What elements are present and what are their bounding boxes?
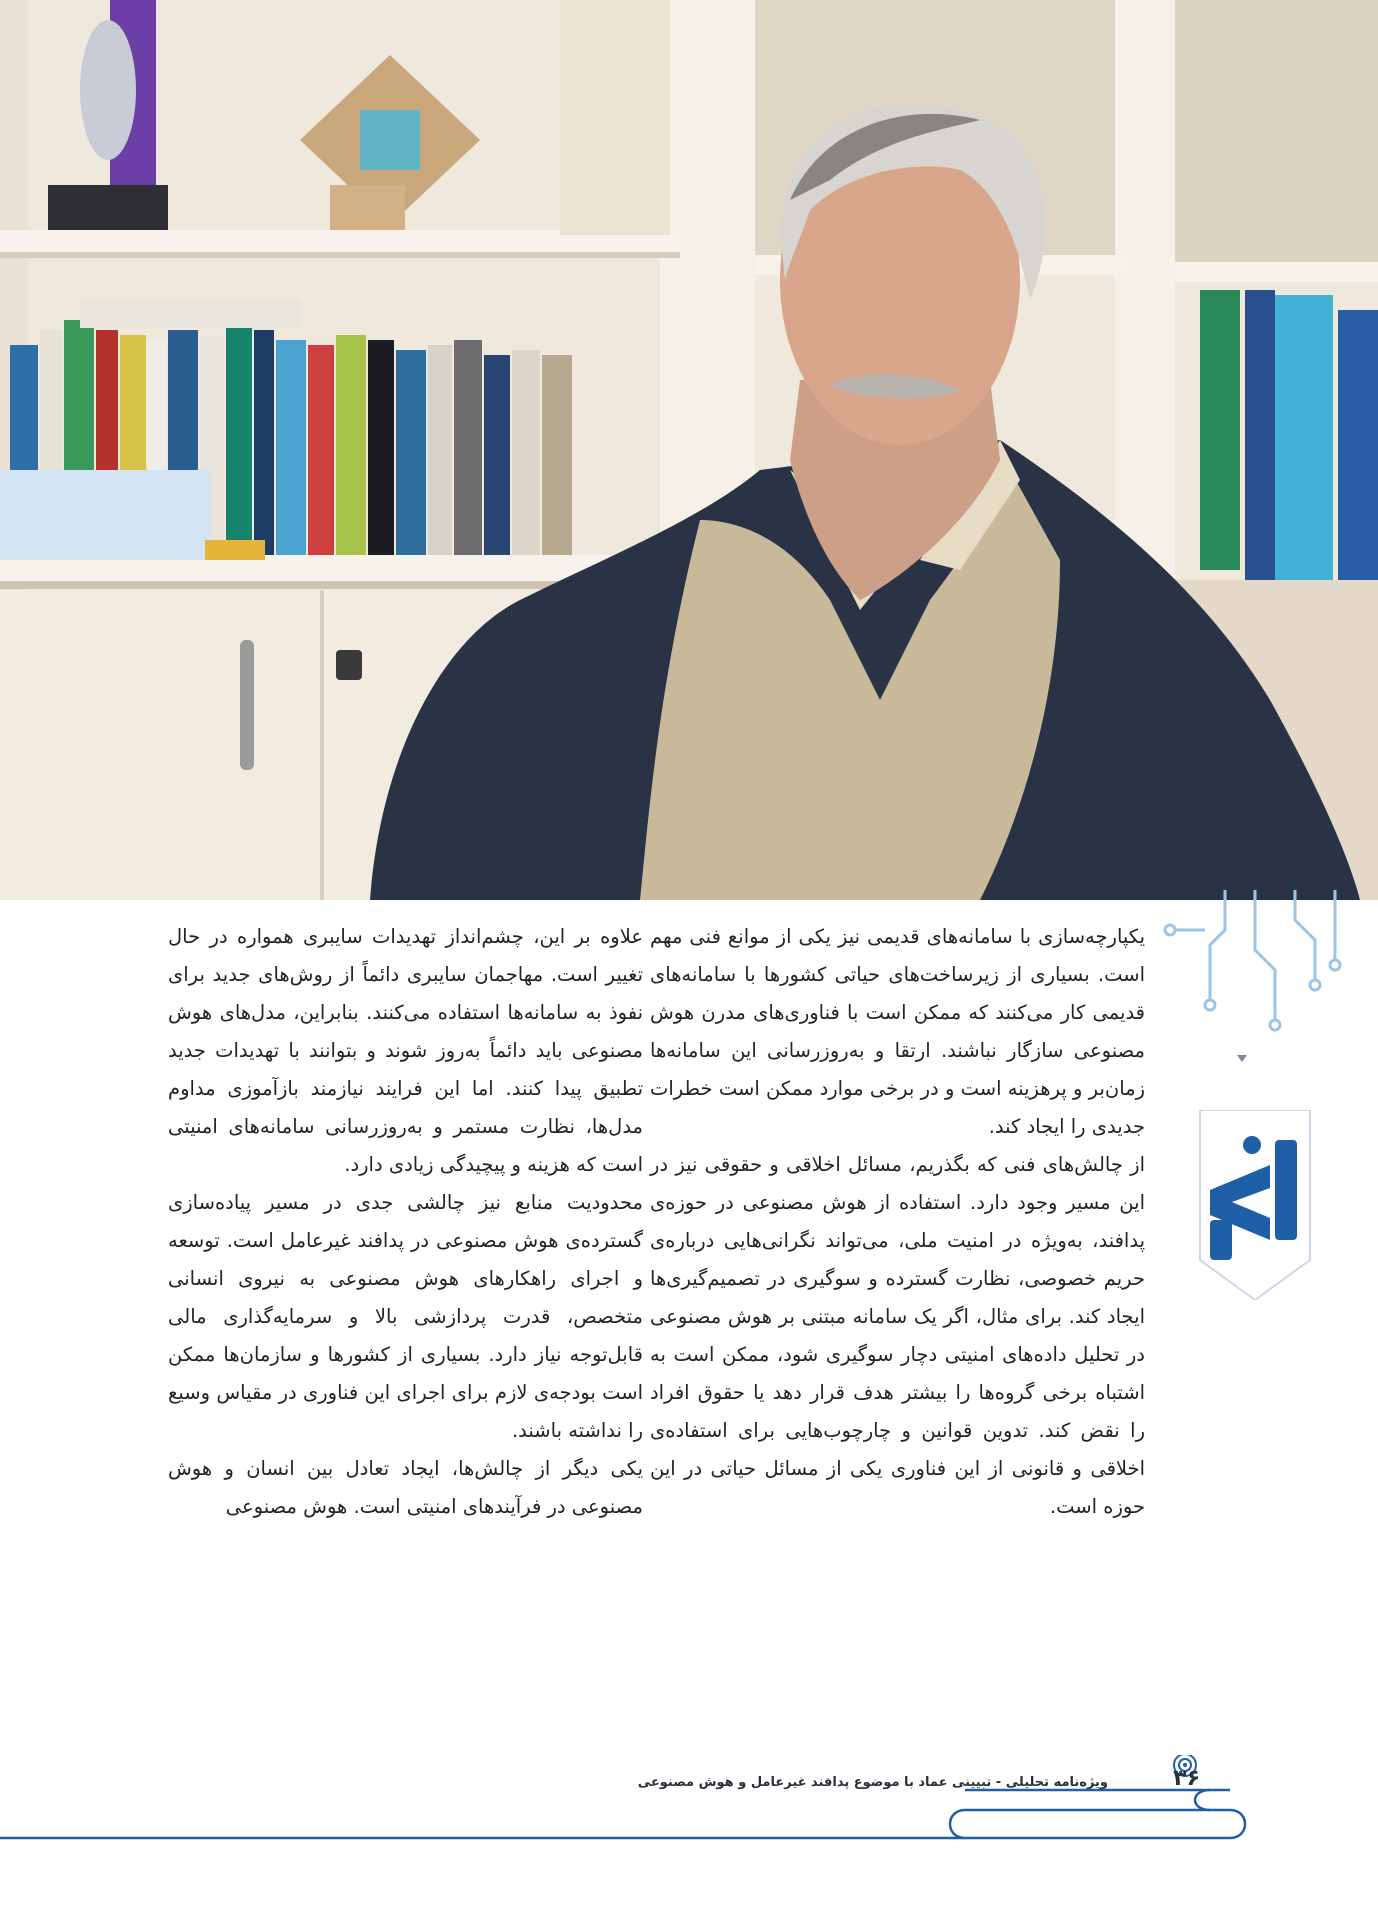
paragraph: محدودیت منابع نیز چالشی جدی در مسیر پیاده‌سازی گسترده‌ی هوش مصنوعی در پدافند غیرعامل است. توسعه و اجرای راهکارهای هوش مصنوعی به نیروی انسانی متخصص، قدرت پردازشی بالا و سرمایه‌گذاری مالی قابل‌توجه نیاز دارد. بسیاری از کشورها و سازمان‌ها ممکن است بودجه‌ی لازم برای اجرای این فناوری در مقیاس وسیع را نداشته باشند. — [168, 1191, 643, 1442]
article-column-left — [168, 918, 643, 1526]
interview-photo — [0, 0, 1378, 900]
paragraph: علاوه بر این، چشم‌انداز تهدیدات سایبری همواره در حال تغییر است. مهاجمان سایبری دائماً از روش‌های جدید برای نفوذ به سامانه‌ها استفاده می‌کنند. بنابراین، مدل‌های هوش مصنوعی باید دائماً به‌روز شوند و بتوانند با تهدیدات جدید تطبیق پیدا کنند. اما این فرایند نیازمند بازآموزی مداوم مدل‌ها، نظارت مستمر و به‌روزرسانی سامانه‌های امنیتی است که هزینه و پیچیدگی زیادی دارد. — [168, 925, 643, 1176]
office-scene — [0, 0, 1378, 900]
footer-decoration — [0, 1755, 1378, 1865]
publication-title: ویژه‌نامه تحلیلی - تبیینی عماد با موضوع پدافند غیرعامل و هوش مصنوعی — [637, 1775, 1108, 1790]
article-column-right — [650, 918, 1145, 1526]
circuit-decoration — [1155, 890, 1378, 1070]
paragraph: یکی دیگر از چالش‌ها، ایجاد تعادل بین انسان و هوش مصنوعی در فرآیندهای امنیتی است. هوش مصنوعی — [168, 1457, 643, 1518]
page-number: ۳۶ — [1173, 1766, 1200, 1791]
paragraph: یکپارچه‌سازی با سامانه‌های قدیمی نیز یکی از موانع فنی مهم است. بسیاری از زیرساخت‌های حیاتی کشورها با سامانه‌های قدیمی کار می‌کنند که ممکن است با فناوری‌های مدرن هوش مصنوعی سازگار نباشند. ارتقا و به‌روزرسانی این سامانه‌ها زمان‌بر و پرهزینه است و در برخی موارد ممکن است خطرات جدیدی را ایجاد کند. — [650, 925, 1145, 1138]
paragraph: از چالش‌های فنی که بگذریم، مسائل اخلاقی و حقوقی نیز در این مسیر وجود دارد. استفاده از هوش مصنوعی در حوزه‌ی پدافند، به‌ویژه در امنیت ملی، می‌تواند نگرانی‌هایی درباره‌ی حریم خصوصی، نظارت گسترده و سوگیری در تصمیم‌گیری‌ها ایجاد کند. برای مثال، اگر یک سامانه مبتنی بر هوش مصنوعی در تحلیل داده‌های امنیتی دچار سوگیری شود، ممکن است به اشتباه برخی گروه‌ها را بیشتر هدف قرار دهد یا حقوق افراد را نقض کند. تدوین قوانین و چارچوب‌هایی برای استفاده‌ی اخلاقی و قانونی از این فناوری یکی از مسائل حیاتی در این حوزه است. — [650, 1153, 1145, 1518]
arrow-down-icon — [1237, 1055, 1247, 1062]
emad-logo — [1190, 1110, 1320, 1300]
